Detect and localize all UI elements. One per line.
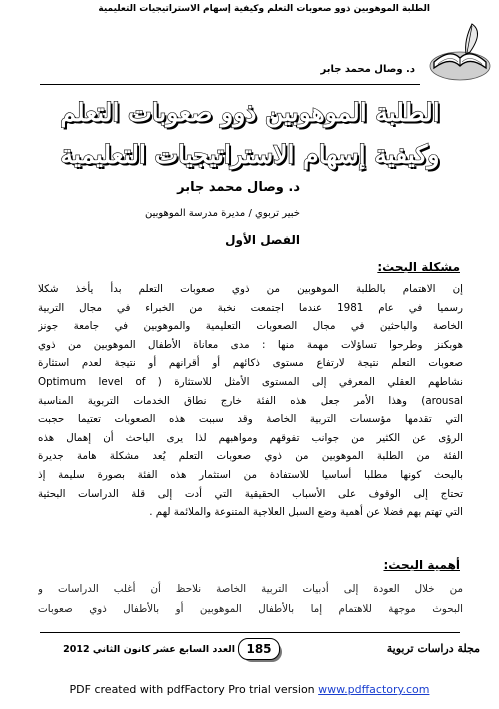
issue-info: العدد السابع عشر كانون الثاني 2012 bbox=[63, 644, 235, 655]
author-affiliation: خبير تربوي / مديرة مدرسة الموهوبين bbox=[144, 208, 300, 219]
body-line: نشاطهم العقلي المعرفي إلى المستوى الأمثل للاستثارة ( Optimum level of bbox=[38, 375, 463, 388]
author-name: د. وصال محمد جابر bbox=[177, 180, 300, 195]
pdf-notice-text: PDF created with pdfFactory Pro trial version bbox=[69, 683, 319, 696]
body-line: التي تقدمها مؤسسات التربية الخاصة وقد سببت هذه الصعوبات تعتيما حجبت bbox=[38, 413, 463, 426]
section-heading-importance: أهمية البحث: bbox=[383, 558, 460, 572]
body-line: صعوبات التعلم نتيجة لارتفاع مستوى ذكائهم أو أقرانهم أو نتيجة لعدم استثارة bbox=[38, 357, 463, 370]
body-line: arousal) وهذا الأمر جعل هذه الفئة خارج نطاق الخدمات التربوية المناسبة bbox=[38, 394, 463, 407]
header-divider bbox=[40, 84, 420, 85]
body-line: الخاصة والباحثين في مجال الصعوبات التعليمية والموهوبين في جامعة جونز bbox=[38, 320, 463, 333]
section-heading-problem: مشكلة البحث: bbox=[377, 260, 460, 274]
body-line: الرؤى عن الكثير من جوانب تفوقهم ومواهبهم لذا يرى الباحث أن إهمال هذه bbox=[38, 431, 463, 444]
running-title: الطلبة الموهوبين ذوو صعوبات التعلم وكيفية إسهام الاستراتيجيات التعليمية bbox=[98, 4, 430, 14]
body-line: تحتاج إلى الوقوف على الأسباب الحقيقية التي أدت إلى قلة الدراسات البحثية bbox=[38, 487, 463, 500]
section-body-problem bbox=[38, 280, 463, 522]
body-line: بالبحث كونها مطلبا أساسيا للاستفادة من استثمار هذه الفئة بصورة سليمة إذ bbox=[38, 468, 463, 481]
article-title-line1: الطلبة الموهوبين ذوو صعوبات التعلم bbox=[60, 98, 440, 127]
body-line: إن الاهتمام بالطلبة الموهوبين من ذوي صعوبات التعلم بدأ يأخذ شكلا bbox=[38, 283, 463, 295]
section-body-importance bbox=[38, 579, 463, 619]
pdffactory-link[interactable]: www.pdffactory.com bbox=[318, 683, 430, 696]
article-title-line2: وكيفية إسهام الاستراتيجيات التعليمية bbox=[60, 140, 440, 169]
body-line: البحوث موجهة للاهتمام إما بالأطفال الموهوبين أو بالأطفال ذوي صعوبات bbox=[38, 603, 463, 615]
book-quill-logo bbox=[420, 18, 494, 88]
journal-name: مجلة دراسات تربوية bbox=[386, 642, 480, 655]
footer-divider bbox=[40, 632, 460, 633]
body-line: التي تهتم بهم فضلا عن أهمية وضع السبل العلاجية المتنوعة والملائمة لهم . bbox=[149, 506, 463, 519]
body-line: الفئة من الطلبة الموهوبين من ذوي صعوبات التعلم يُعد مشكلة هامة جديرة bbox=[38, 450, 463, 463]
body-line: هوبكنز وطرحوا تساؤلات مهمة منها : مدى معاناة الأطفال الموهوبين من ذوي bbox=[38, 338, 463, 351]
chapter-heading: الفصل الأول bbox=[225, 233, 300, 247]
pdf-creator-notice bbox=[0, 683, 499, 696]
body-line: رسميا في عام 1981 عندما اجتمعت نخبة من الخبراء في مجال التربية bbox=[38, 301, 463, 314]
body-line: من خلال العودة إلى أدبيات التربية الخاصة نلاحظ أن أغلب الدراسات و bbox=[38, 583, 463, 595]
page-number: 185 bbox=[238, 638, 280, 660]
running-author: د. وصال محمد جابر bbox=[320, 64, 415, 75]
